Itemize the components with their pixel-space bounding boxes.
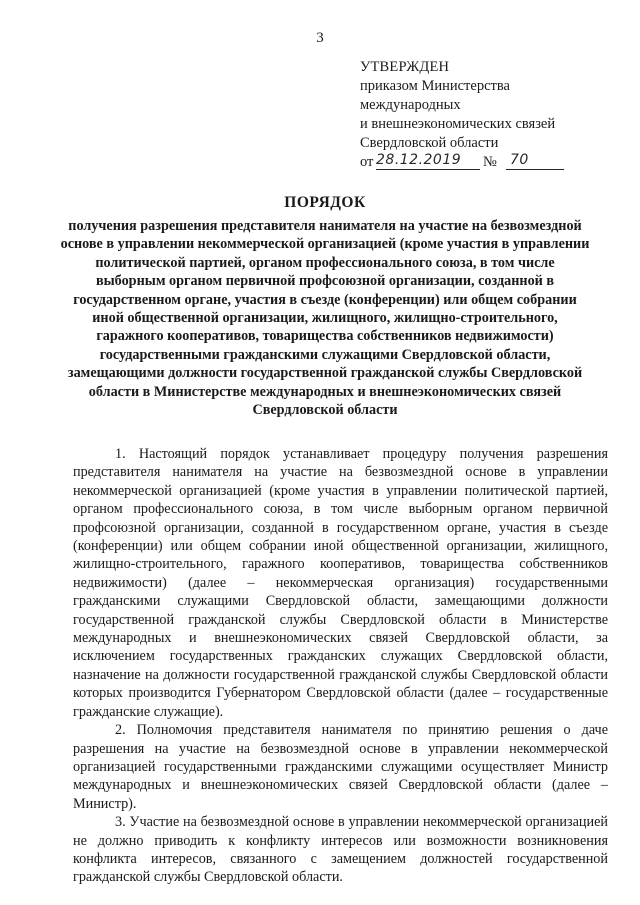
date-prefix: от (360, 154, 374, 170)
approval-line: и внешнеэкономических связей (360, 116, 556, 132)
handwritten-number: 70 (510, 152, 529, 168)
approval-line: Свердловской области (360, 135, 499, 151)
paragraph-3: 3. Участие на безвозмездной основе в управлении некоммерческой организацией не должно приводить к конфликту интересов или возможности возникновения конфликта интересов, связанного с замещением должностей государственной гражданской службы Свердловской области. (73, 814, 608, 886)
document-title: ПОРЯДОК (284, 194, 366, 211)
document-title-block (60, 193, 590, 419)
document-body (73, 445, 608, 887)
approval-line: международных (360, 97, 461, 113)
handwritten-date: 28.12.2019 (376, 152, 462, 168)
order-date-number-line (360, 153, 610, 173)
document-subtitle: получения разрешения представителя нанимателя на участие на безвозмездной основе в управлении некоммерческой организацией (кроме участия в управлении политической партией, органом профессионального союза, в том числе выборным органом первичной профсоюзной организации, созданной в государственном органе, участия в съезде (конференции) или общем собрании иной общественной организации, жилищного, жилищно-строительного, гаражного кооперативов, товарищества собственников недвижимости) государственными гражданскими служащими Свердловской области, замещающими должности государственной гражданской службы Свердловской области в Министерстве международных и внешнеэкономических связей Свердловской области (60, 218, 590, 419)
number-prefix: № (483, 154, 497, 170)
approval-heading: УТВЕРЖДЕН (360, 59, 450, 75)
page-number: 3 (316, 30, 324, 46)
paragraph-2: 2. Полномочия представителя нанимателя по принятию решения о даче разрешения на участие на безвозмездной основе в управлении некоммерческой организацией государственными гражданскими служащими осуществляет Министр международных и внешнеэкономических связей Свердловской области (далее – Министр). (73, 722, 608, 812)
approval-stamp (360, 58, 610, 173)
approval-line: приказом Министерства (360, 78, 510, 94)
paragraph-1: 1. Настоящий порядок устанавливает процедуру получения разрешения представителя нанимателя на участие на безвозмездной основе в управлении некоммерческой организацией (кроме участия в управлении политической партией, органом профессионального союза, в том числе выборным органом первичной профсоюзной организации, созданной в государственном органе, участия в съезде (конференции) или общем собрании иной общественной организации, жилищного, жилищно-строительного, гаражного кооперативов, товарищества собственников недвижимости) (далее – некоммерческая организация) государственными гражданскими служащими Свердловской области, замещающими должности государственной гражданской службы Свердловской области в Министерстве международных и внешнеэкономических связей Свердловской области, за исключением государственных гражданских служащих Свердловской области, назначение на должности государственной гражданской службы Свердловской области которых производится Губернатором Свердловской области (далее – государственные гражданские служащие). (73, 446, 608, 720)
